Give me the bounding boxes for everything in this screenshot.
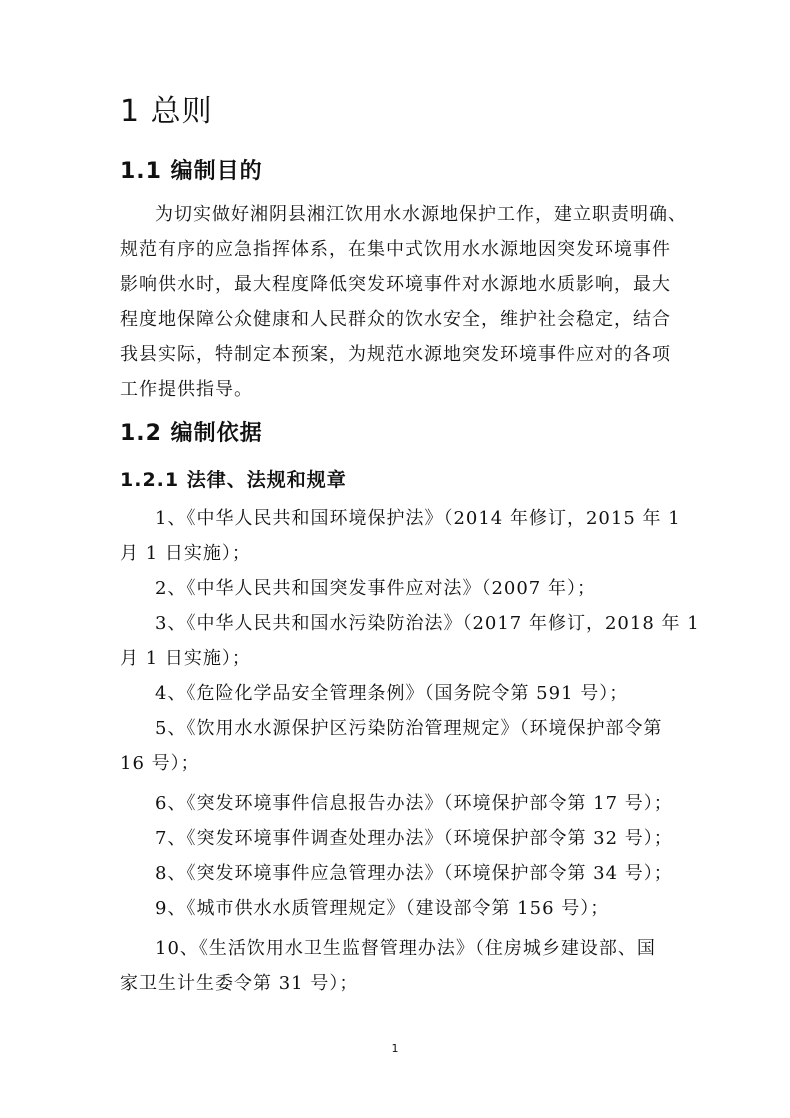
section-heading-1-1: 1.1 编制目的 (120, 159, 263, 184)
law-line-1: 1、《中华人民共和国环境保护法》（2014 年修订，2015 年 1 (155, 508, 681, 529)
law-line-4: 3、《中华人民共和国水污染防治法》（2017 年修订，2018 年 1 (155, 613, 700, 634)
law-line-5: 月 1 日实施）； (120, 648, 251, 669)
purpose-line-1: 为切实做好湘阴县湘江饮用水水源地保护工作，建立职责明确、 (155, 204, 687, 225)
purpose-line-3: 影响供水时，最大程度降低突发环境事件对水源地水质影响，最大 (120, 274, 671, 295)
law-line-3: 2、《中华人民共和国突发事件应对法》（2007 年）； (155, 578, 596, 599)
law-line-14: 家卫生计生委令第 31 号）； (120, 973, 359, 994)
section-heading-1-2: 1.2 编制依据 (120, 421, 263, 446)
law-line-10: 7、《突发环境事件调查处理办法》（环境保护部令第 32 号）； (155, 828, 673, 849)
law-line-9: 6、《突发环境事件信息报告办法》（环境保护部令第 17 号）； (155, 793, 673, 814)
purpose-line-6: 工作提供指导。 (120, 379, 253, 400)
purpose-line-5: 我县实际，特制定本预案，为规范水源地突发环境事件应对的各项 (120, 344, 671, 365)
purpose-line-4: 程度地保障公众健康和人民群众的饮水安全，维护社会稳定，结合 (120, 309, 671, 330)
purpose-line-2: 规范有序的应急指挥体系，在集中式饮用水水源地因突发环境事件 (120, 239, 671, 260)
subsection-heading-1-2-1: 1.2.1 法律、法规和规章 (120, 469, 347, 491)
law-line-7: 5、《饮用水水源保护区污染防治管理规定》（环境保护部令第 (155, 718, 663, 739)
chapter-heading: 1 总则 (120, 94, 213, 129)
law-line-11: 8、《突发环境事件应急管理办法》（环境保护部令第 34 号）； (155, 863, 673, 884)
law-line-6: 4、《危险化学品安全管理条例》（国务院令第 591 号）； (155, 683, 629, 704)
law-line-13: 10、《生活饮用水卫生监督管理办法》（住房城乡建设部、国 (155, 938, 656, 959)
law-line-2: 月 1 日实施）； (120, 543, 251, 564)
page-number: 1 (391, 1042, 399, 1055)
law-line-8: 16 号）； (120, 753, 200, 774)
law-line-12: 9、《城市供水水质管理规定》（建设部令第 156 号）； (155, 898, 610, 919)
